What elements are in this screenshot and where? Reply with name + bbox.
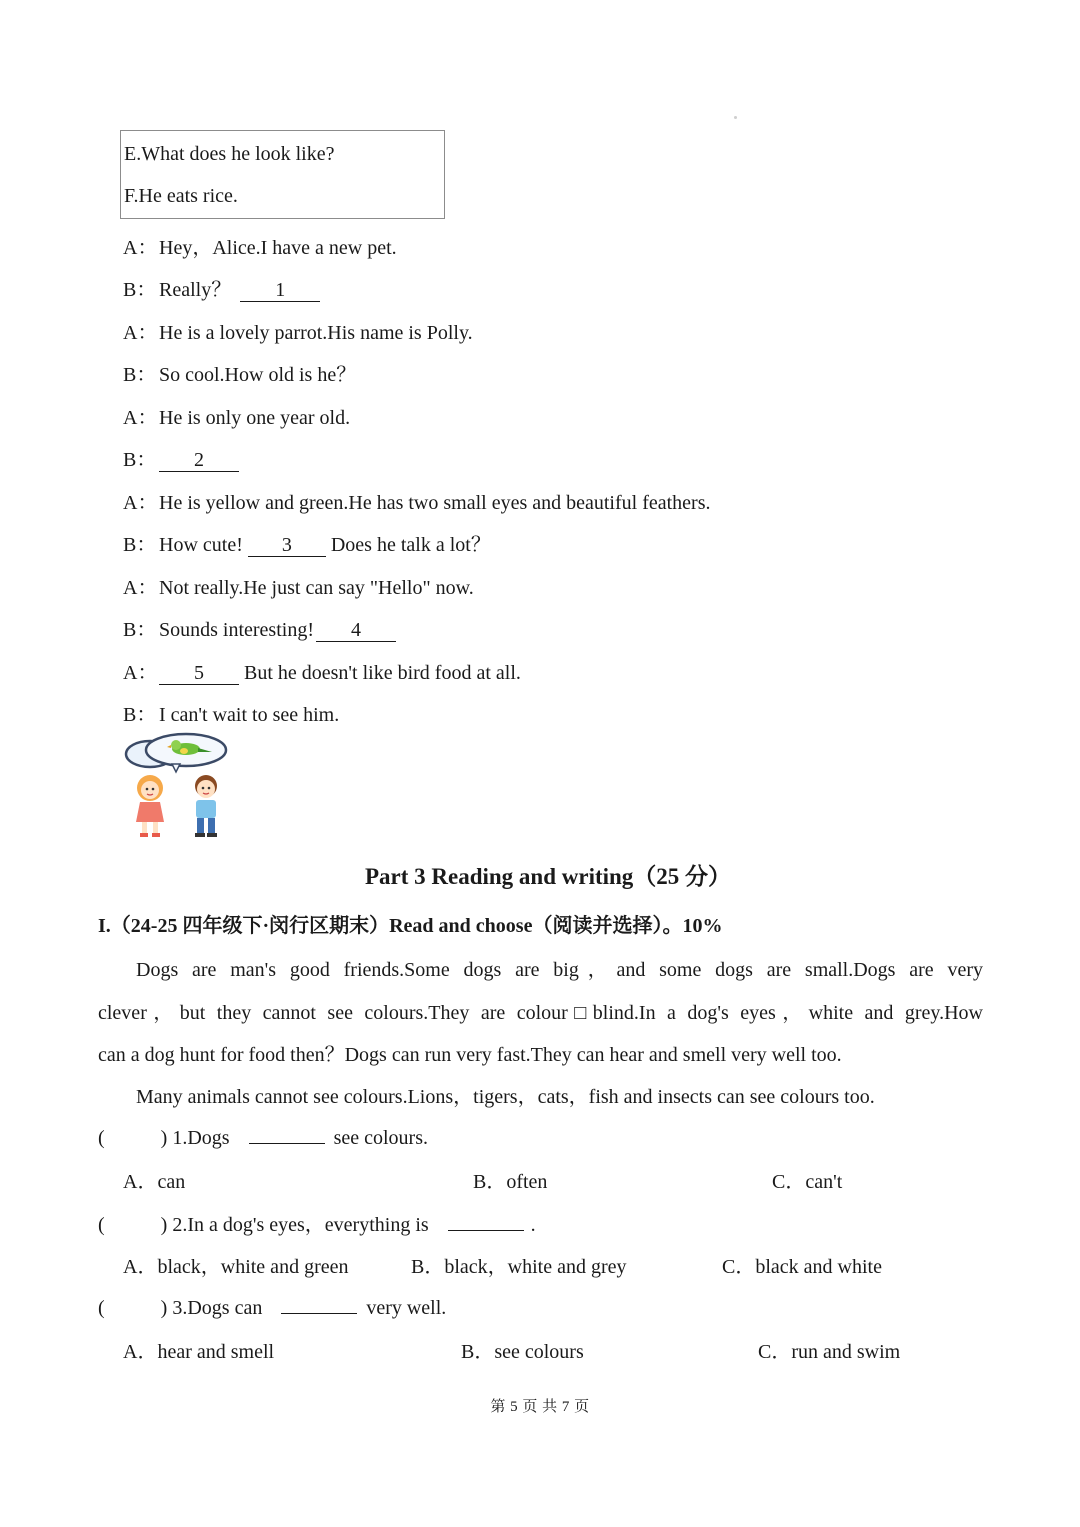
dialogue-text: He is only one year old. <box>159 407 351 429</box>
dialogue-text: Really？ <box>159 279 232 301</box>
blank-2[interactable]: 2 <box>159 449 239 472</box>
dialogue-text: He is a lovely parrot.His name is Polly. <box>159 322 473 344</box>
question-stem: 1.Dogs <box>172 1127 230 1149</box>
speaker: B： <box>123 534 157 556</box>
dialogue-line-6 <box>123 443 239 472</box>
dialogue-line-11 <box>123 656 521 685</box>
question-stem-after: very well. <box>366 1297 447 1319</box>
speaker: A： <box>123 662 158 684</box>
speaker: A： <box>123 237 158 259</box>
speaker: A： <box>123 407 158 429</box>
q1-option-b[interactable]: B．often <box>473 1171 548 1193</box>
answer-paren-open[interactable]: ( <box>98 1214 105 1236</box>
dialogue-line-9 <box>123 571 474 600</box>
q2-option-c[interactable]: C．black and white <box>722 1256 882 1278</box>
answer-paren-close[interactable]: ) <box>160 1297 168 1319</box>
dialogue-line-8 <box>123 528 491 557</box>
answer-paren-open[interactable]: ( <box>98 1127 105 1149</box>
dialogue-line-10 <box>123 613 396 642</box>
boy-icon <box>195 775 217 837</box>
dialogue-text-after: But he doesn't like bird food at all. <box>244 662 521 684</box>
girl-icon <box>136 775 164 837</box>
answer-paren-close[interactable]: ) <box>160 1127 168 1149</box>
dialogue-line-3 <box>123 316 473 345</box>
question-blank[interactable] <box>249 1123 325 1144</box>
blank-4[interactable]: 4 <box>316 619 396 642</box>
q3-option-b[interactable]: B．see colours <box>461 1341 584 1363</box>
dialogue-line-4 <box>123 358 356 387</box>
q1-option-c[interactable]: C．can't <box>772 1171 843 1193</box>
passage-line-1: Dogs are man's good friends.Some dogs are big，and some dogs are small.Dogs are very <box>136 959 983 981</box>
q2-option-b[interactable]: B．black，white and grey <box>411 1256 627 1278</box>
section-heading: I.（24-25 四年级下·闵行区期末）Read and choose（阅读并选择）。10% <box>98 915 723 937</box>
dialogue-line-1 <box>123 231 397 260</box>
blank-1[interactable]: 1 <box>240 279 320 302</box>
dialogue-text-after: Does he talk a lot？ <box>330 534 491 556</box>
speaker: A： <box>123 492 158 514</box>
question-stem: 3.Dogs can <box>172 1297 263 1319</box>
question-blank[interactable] <box>448 1210 524 1231</box>
answer-paren-close[interactable]: ) <box>160 1214 168 1236</box>
option-e: E.What does he look like? <box>124 143 335 165</box>
speaker: B： <box>123 364 157 386</box>
question-1 <box>98 1123 428 1150</box>
dialogue-text: Sounds interesting! <box>159 619 314 641</box>
part-heading: Part 3 Reading and writing（25 分） <box>364 864 732 889</box>
answer-paren-open[interactable]: ( <box>98 1297 105 1319</box>
blank-3[interactable]: 3 <box>248 534 326 557</box>
dialogue-text: How cute! <box>159 534 243 556</box>
question-stem-after: see colours. <box>333 1127 428 1149</box>
question-stem-after: . <box>530 1214 536 1236</box>
dialogue-line-7 <box>123 486 710 515</box>
question-blank[interactable] <box>281 1293 357 1314</box>
passage-line-3: can a dog hunt for food then？Dogs can run very fast.They can hear and smell very well too. <box>98 1044 842 1066</box>
dialogue-line-2 <box>123 273 320 302</box>
speaker: A： <box>123 322 158 344</box>
speaker: B： <box>123 279 157 301</box>
dialogue-text: He is yellow and green.He has two small eyes and beautiful feathers. <box>159 492 711 514</box>
question-stem: 2.In a dog's eyes，everything is <box>172 1214 429 1236</box>
dialogue-line-5 <box>123 401 350 430</box>
page-footer: 第 5 页 共 7 页 <box>490 1399 590 1415</box>
passage-line-2: clever，but they cannot see colours.They are colour□blind.In a dog's eyes，white and grey.How <box>98 1002 983 1024</box>
question-3 <box>98 1293 446 1320</box>
speaker: A： <box>123 577 158 599</box>
scan-speck <box>734 116 737 119</box>
dialogue-text: Not really.He just can say "Hello" now. <box>159 577 474 599</box>
kids-parrot-illustration <box>120 730 235 838</box>
option-f: F.He eats rice. <box>124 185 238 207</box>
dialogue-line-12 <box>123 698 339 727</box>
dialogue-text: I can't wait to see him. <box>159 704 340 726</box>
q3-option-c[interactable]: C．run and swim <box>758 1341 901 1363</box>
q1-option-a[interactable]: A．can <box>123 1171 186 1193</box>
speaker: B： <box>123 619 157 641</box>
blank-5[interactable]: 5 <box>159 662 239 685</box>
question-2 <box>98 1208 536 1237</box>
speaker: B： <box>123 449 157 471</box>
q2-option-a[interactable]: A．black，white and green <box>123 1256 349 1278</box>
dialogue-text: Hey，Alice.I have a new pet. <box>159 237 397 259</box>
options-box <box>120 130 445 219</box>
speaker: B： <box>123 704 157 726</box>
dialogue-text: So cool.How old is he？ <box>159 364 357 386</box>
q3-option-a[interactable]: A．hear and smell <box>123 1341 275 1363</box>
passage-paragraph-2: Many animals cannot see colours.Lions，tigers，cats，fish and insects can see colours too. <box>136 1086 875 1108</box>
